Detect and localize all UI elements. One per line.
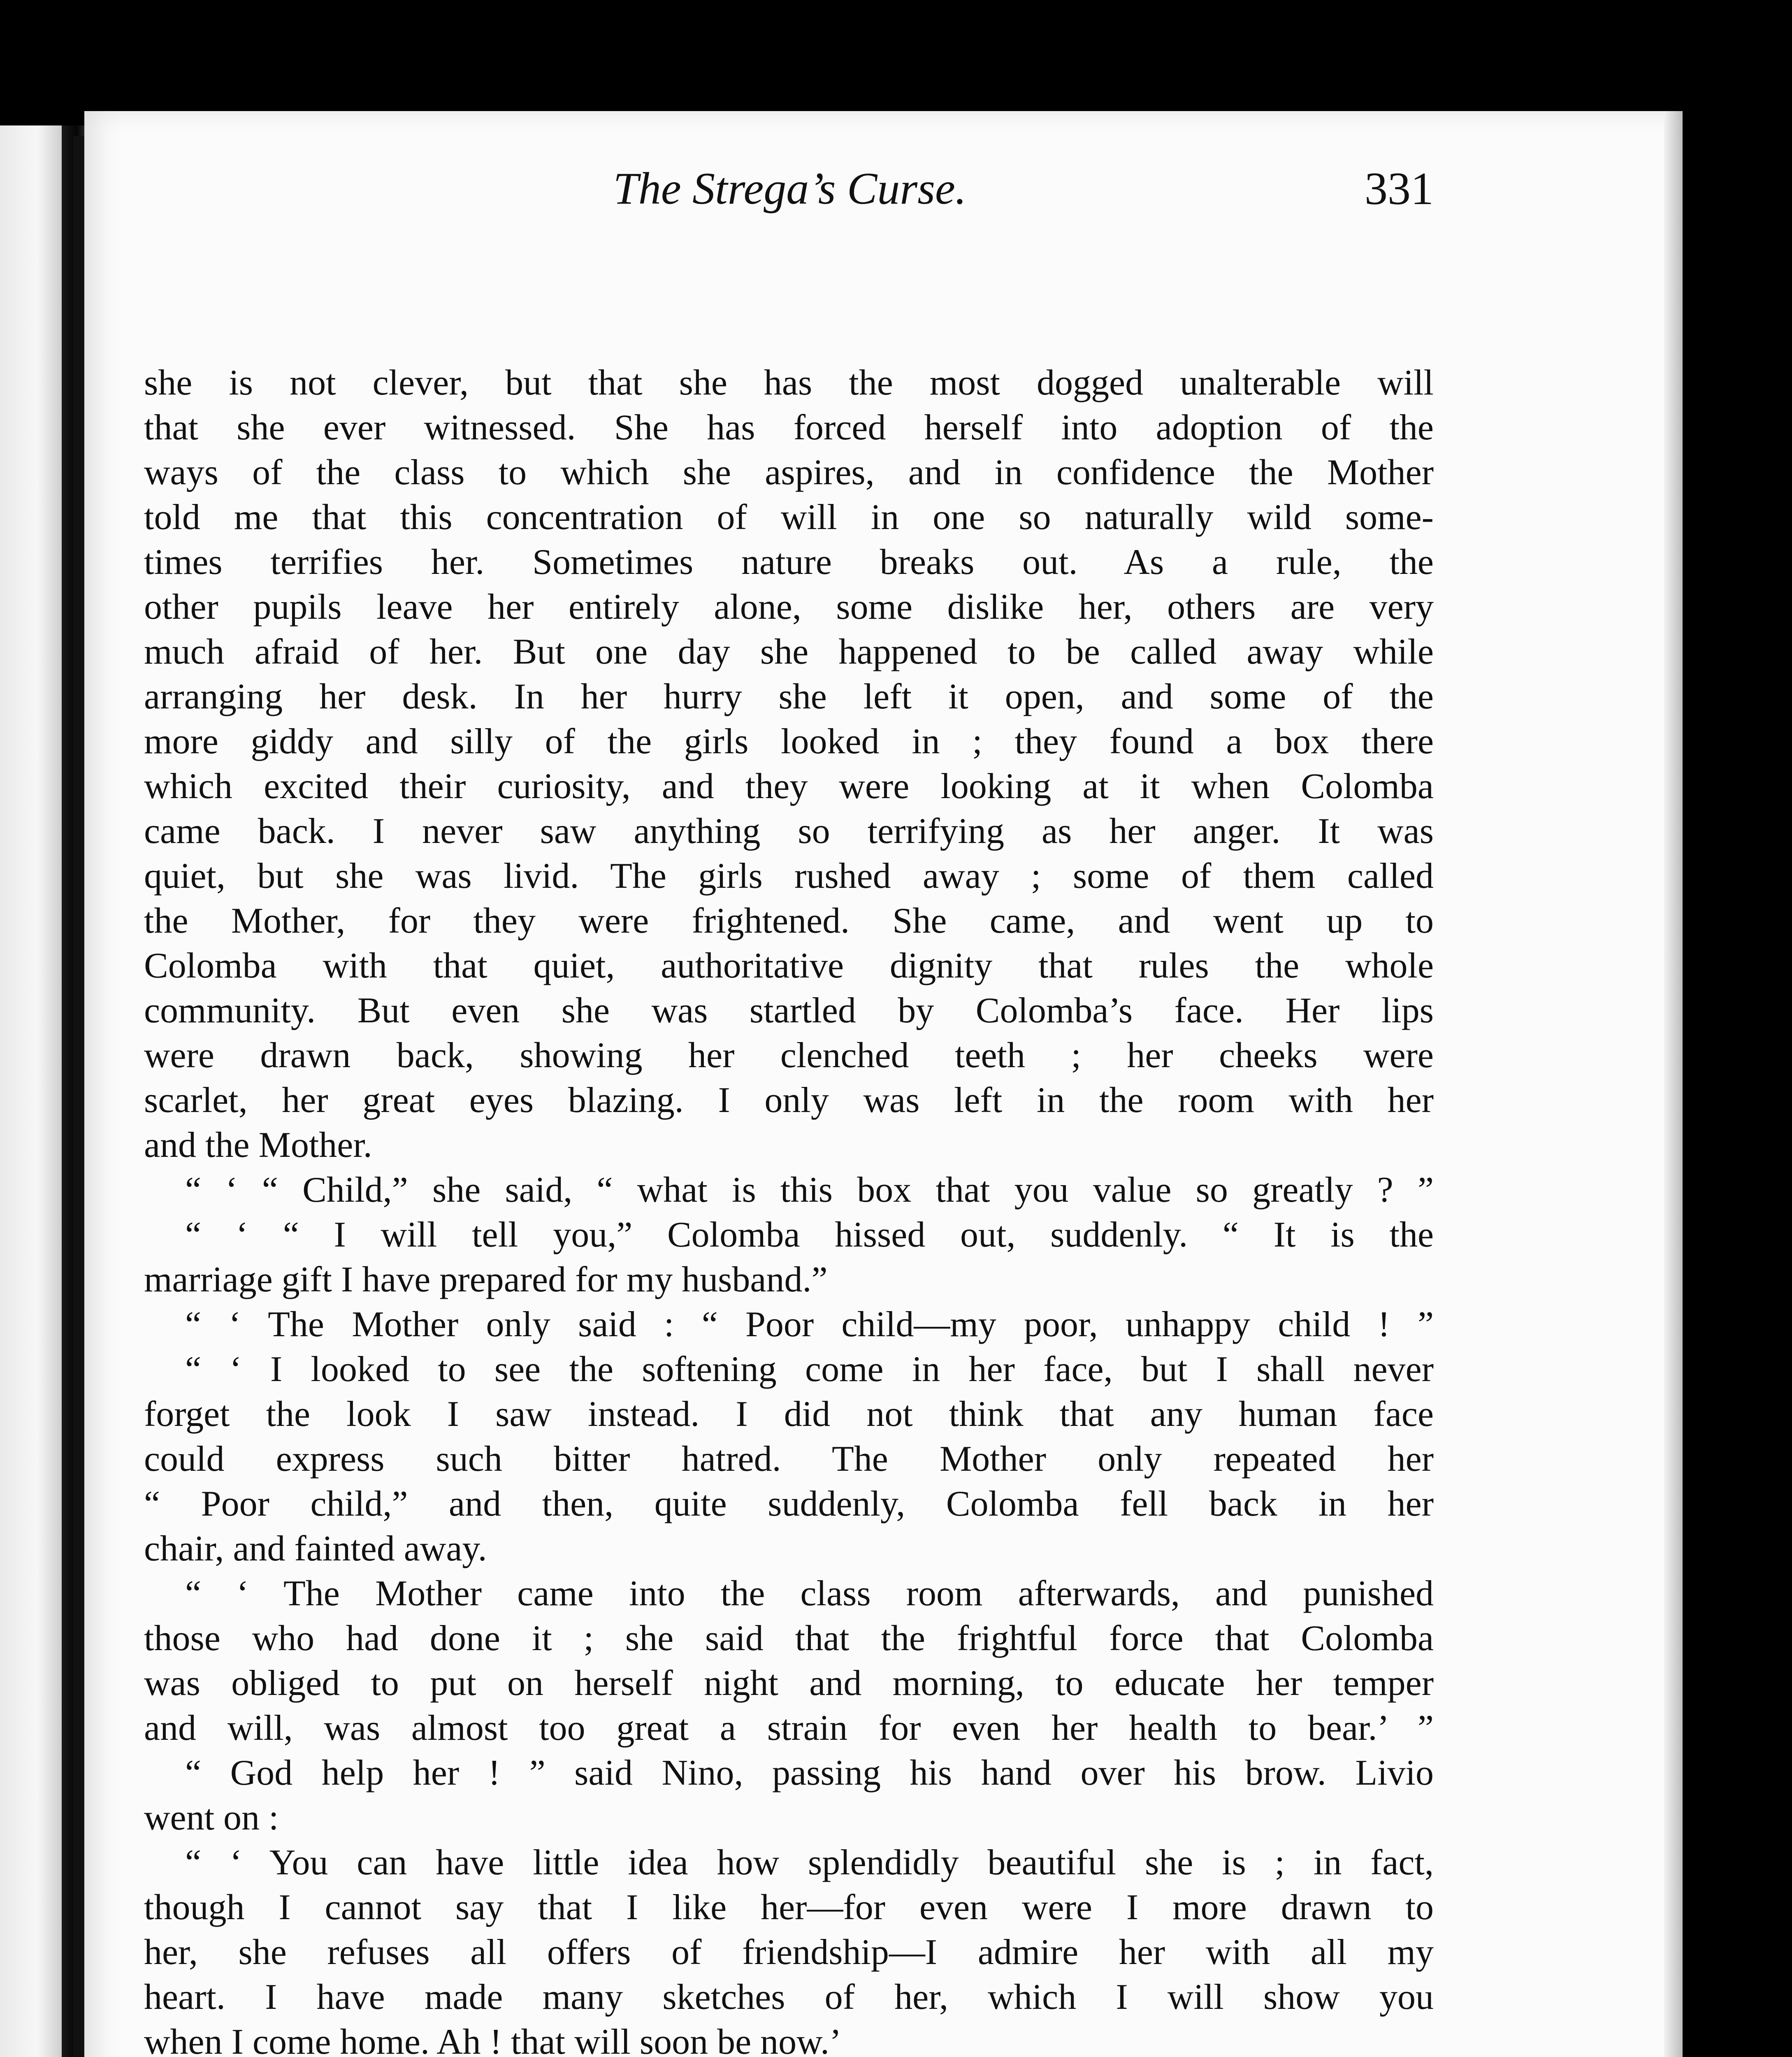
text-line: those who had done it ; she said that the frightful force that Colomba [144,1618,1434,1658]
text-line: which excited their curiosity, and they were looking at it when Colomba [144,766,1434,806]
page-fore-edge [1664,111,1683,2057]
text-line: other pupils leave her entirely alone, some dislike her, others are very [144,587,1434,627]
text-line: marriage gift I have prepared for my husband.” [144,1260,828,1300]
text-line: though I cannot say that I like her—for even were I more drawn to [144,1888,1434,1927]
facing-page-border [73,136,84,2057]
text-line: “ Poor child,” and then, quite suddenly, Colomba fell back in her [144,1484,1434,1524]
text-line: quiet, but she was livid. The girls rushed away ; some of them called [144,856,1434,896]
text-line: “ ‘ The Mother only said : “ Poor child—my poor, unhappy child ! ” [185,1305,1434,1344]
text-line: more giddy and silly of the girls looked in ; they found a box there [144,722,1434,762]
text-line: could express such bitter hatred. The Mother only repeated her [144,1439,1434,1479]
body-text [144,360,1434,2057]
text-line: community. But even she was startled by Colomba’s face. Her lips [144,991,1434,1031]
text-line: “ God help her ! ” said Nino, passing his hand over his brow. Livio [185,1753,1434,1793]
text-line: that she ever witnessed. She has forced herself into adoption of the [144,408,1434,448]
text-line: told me that this concentration of will in one so naturally wild some- [144,497,1434,537]
text-line: times terrifies her. Sometimes nature breaks out. As a rule, the [144,542,1434,582]
text-line: ways of the class to which she aspires, and in confidence the Mother [144,453,1434,492]
text-line: and will, was almost too great a strain for even her health to bear.’ ” [144,1708,1434,1748]
text-line: scarlet, her great eyes blazing. I only was left in the room with her [144,1080,1434,1120]
text-line: the Mother, for they were frightened. She came, and went up to [144,901,1434,941]
text-line: “ ‘ “ Child,” she said, “ what is this box that you value so greatly ? ” [185,1170,1434,1210]
page-header [146,163,1434,241]
text-line: Colomba with that quiet, authoritative dignity that rules the whole [144,946,1434,986]
page-number: 331 [1365,163,1434,214]
text-line: “ ‘ The Mother came into the class room afterwards, and punished [185,1574,1434,1614]
text-line: she is not clever, but that she has the most dogged unalterable will [144,363,1434,403]
text-line: went on : [144,1798,279,1838]
text-line: her, she refuses all offers of friendship—I admire her with all my [144,1932,1434,1972]
text-line: came back. I never saw anything so terrifying as her anger. It was [144,811,1434,851]
text-line: heart. I have made many sketches of her, which I will show you [144,1977,1434,2017]
text-line: and the Mother. [144,1125,372,1165]
running-head: The Strega’s Curse. [613,163,967,214]
facing-page-edge [0,125,62,2057]
text-line: “ ‘ You can have little idea how splendidly beautiful she is ; in fact, [185,1843,1434,1883]
text-line: when I come home. Ah ! that will soon be now.’ [144,2022,842,2057]
text-line: “ ‘ I looked to see the softening come in her face, but I shall never [185,1349,1434,1389]
text-line: “ ‘ “ I will tell you,” Colomba hissed out, suddenly. “ It is the [185,1215,1434,1255]
text-line: forget the look I saw instead. I did not think that any human face [144,1394,1434,1434]
text-line: was obliged to put on herself night and morning, to educate her temper [144,1663,1434,1703]
text-line: chair, and fainted away. [144,1529,487,1569]
text-line: much afraid of her. But one day she happened to be called away while [144,632,1434,672]
text-line: arranging her desk. In her hurry she left it open, and some of the [144,677,1434,717]
text-line: were drawn back, showing her clenched teeth ; her cheeks were [144,1035,1434,1075]
